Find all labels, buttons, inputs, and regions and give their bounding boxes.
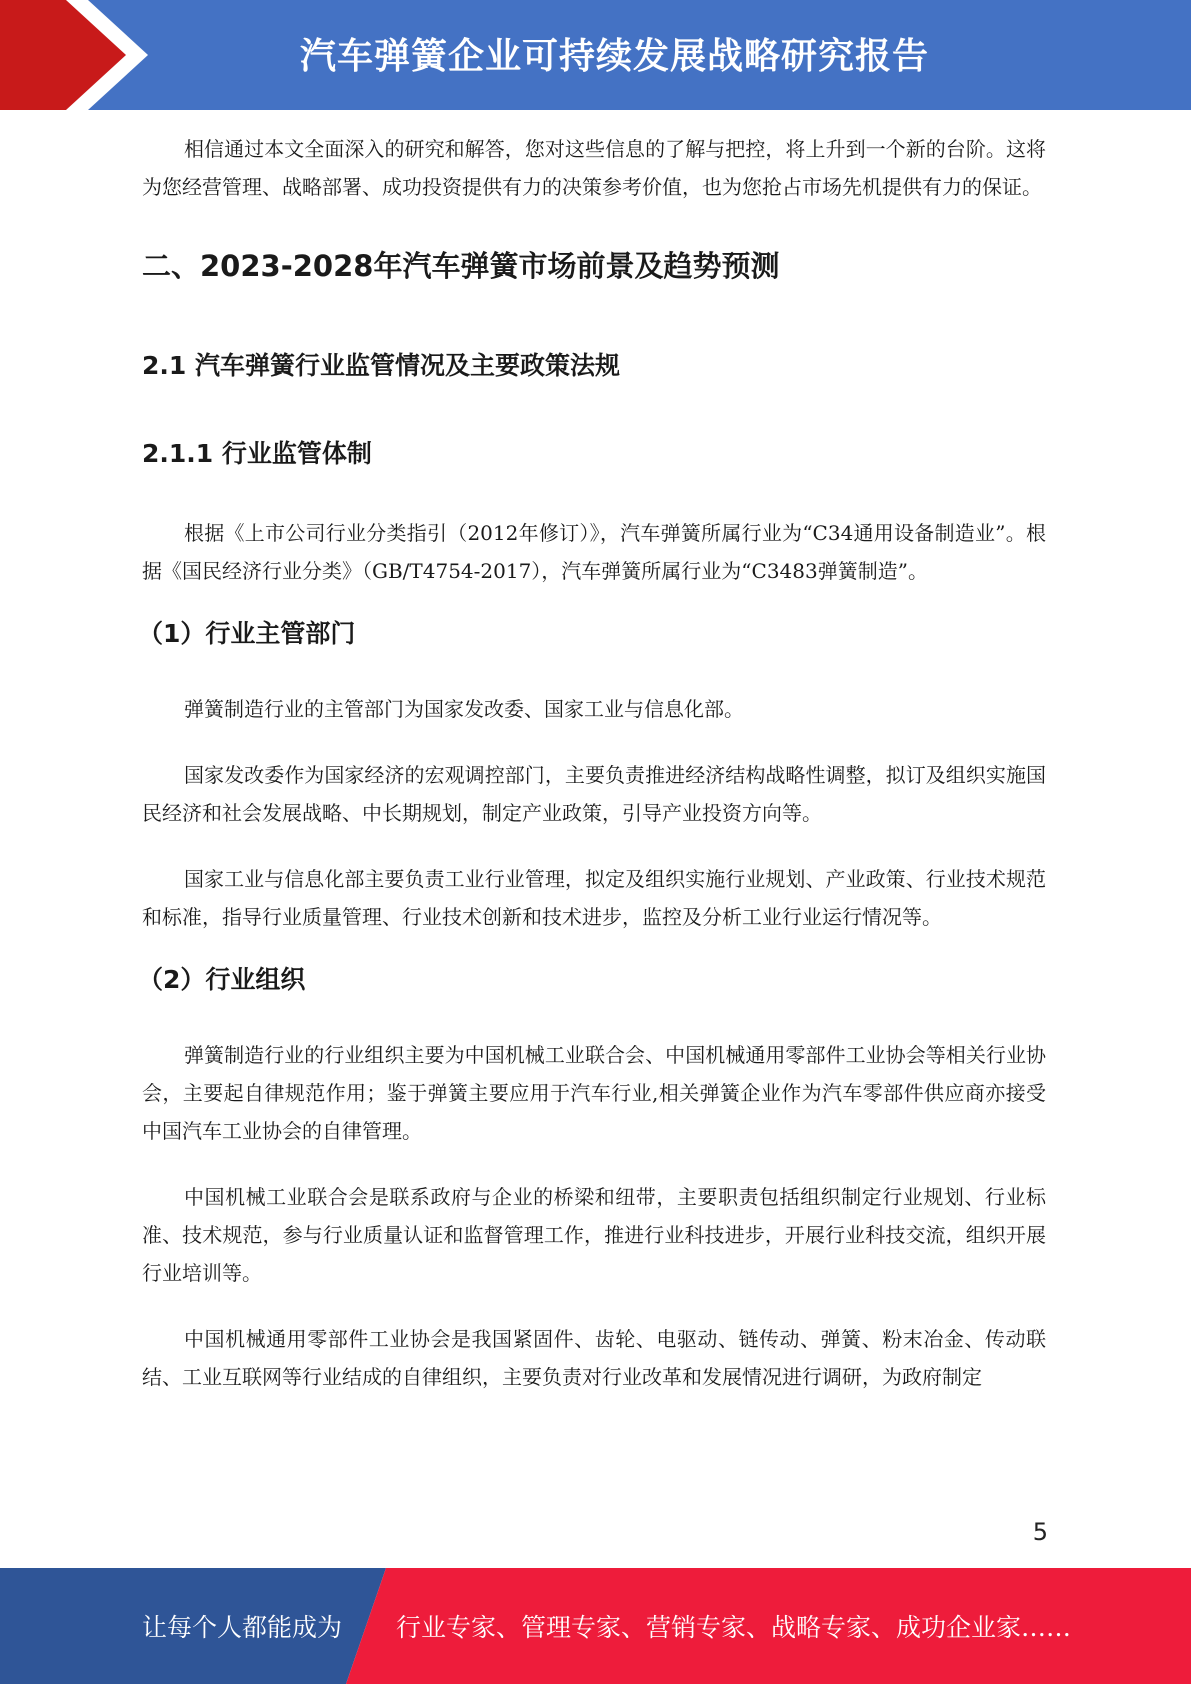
page-footer xyxy=(0,1568,1191,1684)
header-chevron-red xyxy=(0,0,126,110)
item1-paragraph-2: 国家发改委作为国家经济的宏观调控部门，主要负责推进经济结构战略性调整，拟订及组织实施国民经济和社会发展战略、中长期规划，制定产业政策，引导产业投资方向等。 xyxy=(142,763,1046,825)
page-number: 5 xyxy=(1032,1518,1048,1546)
page-header xyxy=(0,0,1191,110)
subsubsection-heading: 2.1.1 行业监管体制 xyxy=(142,439,372,468)
item2-paragraph-1: 弹簧制造行业的行业组织主要为中国机械工业联合会、中国机械通用零部件工业协会等相关行业协会，主要起自律规范作用；鉴于弹簧主要应用于汽车行业,相关弹簧企业作为汽车零部件供应商亦接受中国汽车工业协会的自律管理。 xyxy=(142,1043,1046,1143)
subsection-heading: 2.1 汽车弹簧行业监管情况及主要政策法规 xyxy=(142,351,620,380)
item2-heading: （2）行业组织 xyxy=(138,965,306,994)
intro-paragraph: 相信通过本文全面深入的研究和解答，您对这些信息的了解与把控，将上升到一个新的台阶。这将为您经营管理、战略部署、成功投资提供有力的决策参考价值，也为您抢占市场先机提供有力的保证。 xyxy=(142,137,1046,199)
item1-paragraph-1: 弹簧制造行业的主管部门为国家发改委、国家工业与信息化部。 xyxy=(184,697,744,721)
footer-slogan-right: 行业专家、管理专家、营销专家、战略专家、成功企业家…… xyxy=(396,1613,1072,1642)
item1-paragraph-3: 国家工业与信息化部主要负责工业行业管理，拟定及组织实施行业规划、产业政策、行业技术规范和标准，指导行业质量管理、行业技术创新和技术进步，监控及分析工业行业运行情况等。 xyxy=(142,867,1046,929)
item1-heading: （1）行业主管部门 xyxy=(138,619,356,648)
classification-paragraph: 根据《上市公司行业分类指引（2012年修订）》，汽车弹簧所属行业为“C34通用设备制造业”。根据《国民经济行业分类》（GB/T4754-2017），汽车弹簧所属行业为“C3483弹簧制造”。 xyxy=(142,521,1046,583)
section-heading: 二、2023-2028年汽车弹簧市场前景及趋势预测 xyxy=(142,249,780,283)
page-content xyxy=(138,130,1046,1396)
item2-paragraph-3: 中国机械通用零部件工业协会是我国紧固件、齿轮、电驱动、链传动、弹簧、粉末冶金、传动联结、工业互联网等行业结成的自律组织，主要负责对行业改革和发展情况进行调研，为政府制定 xyxy=(142,1327,1046,1389)
footer-slogan-left: 让每个人都能成为 xyxy=(142,1613,343,1642)
item2-paragraph-2: 中国机械工业联合会是联系政府与企业的桥梁和纽带，主要职责包括组织制定行业规划、行业标准、技术规范，参与行业质量认证和监督管理工作，推进行业科技进步，开展行业科技交流，组织开展行业培训等。 xyxy=(142,1185,1046,1285)
report-title: 汽车弹簧企业可持续发展战略研究报告 xyxy=(300,36,930,77)
